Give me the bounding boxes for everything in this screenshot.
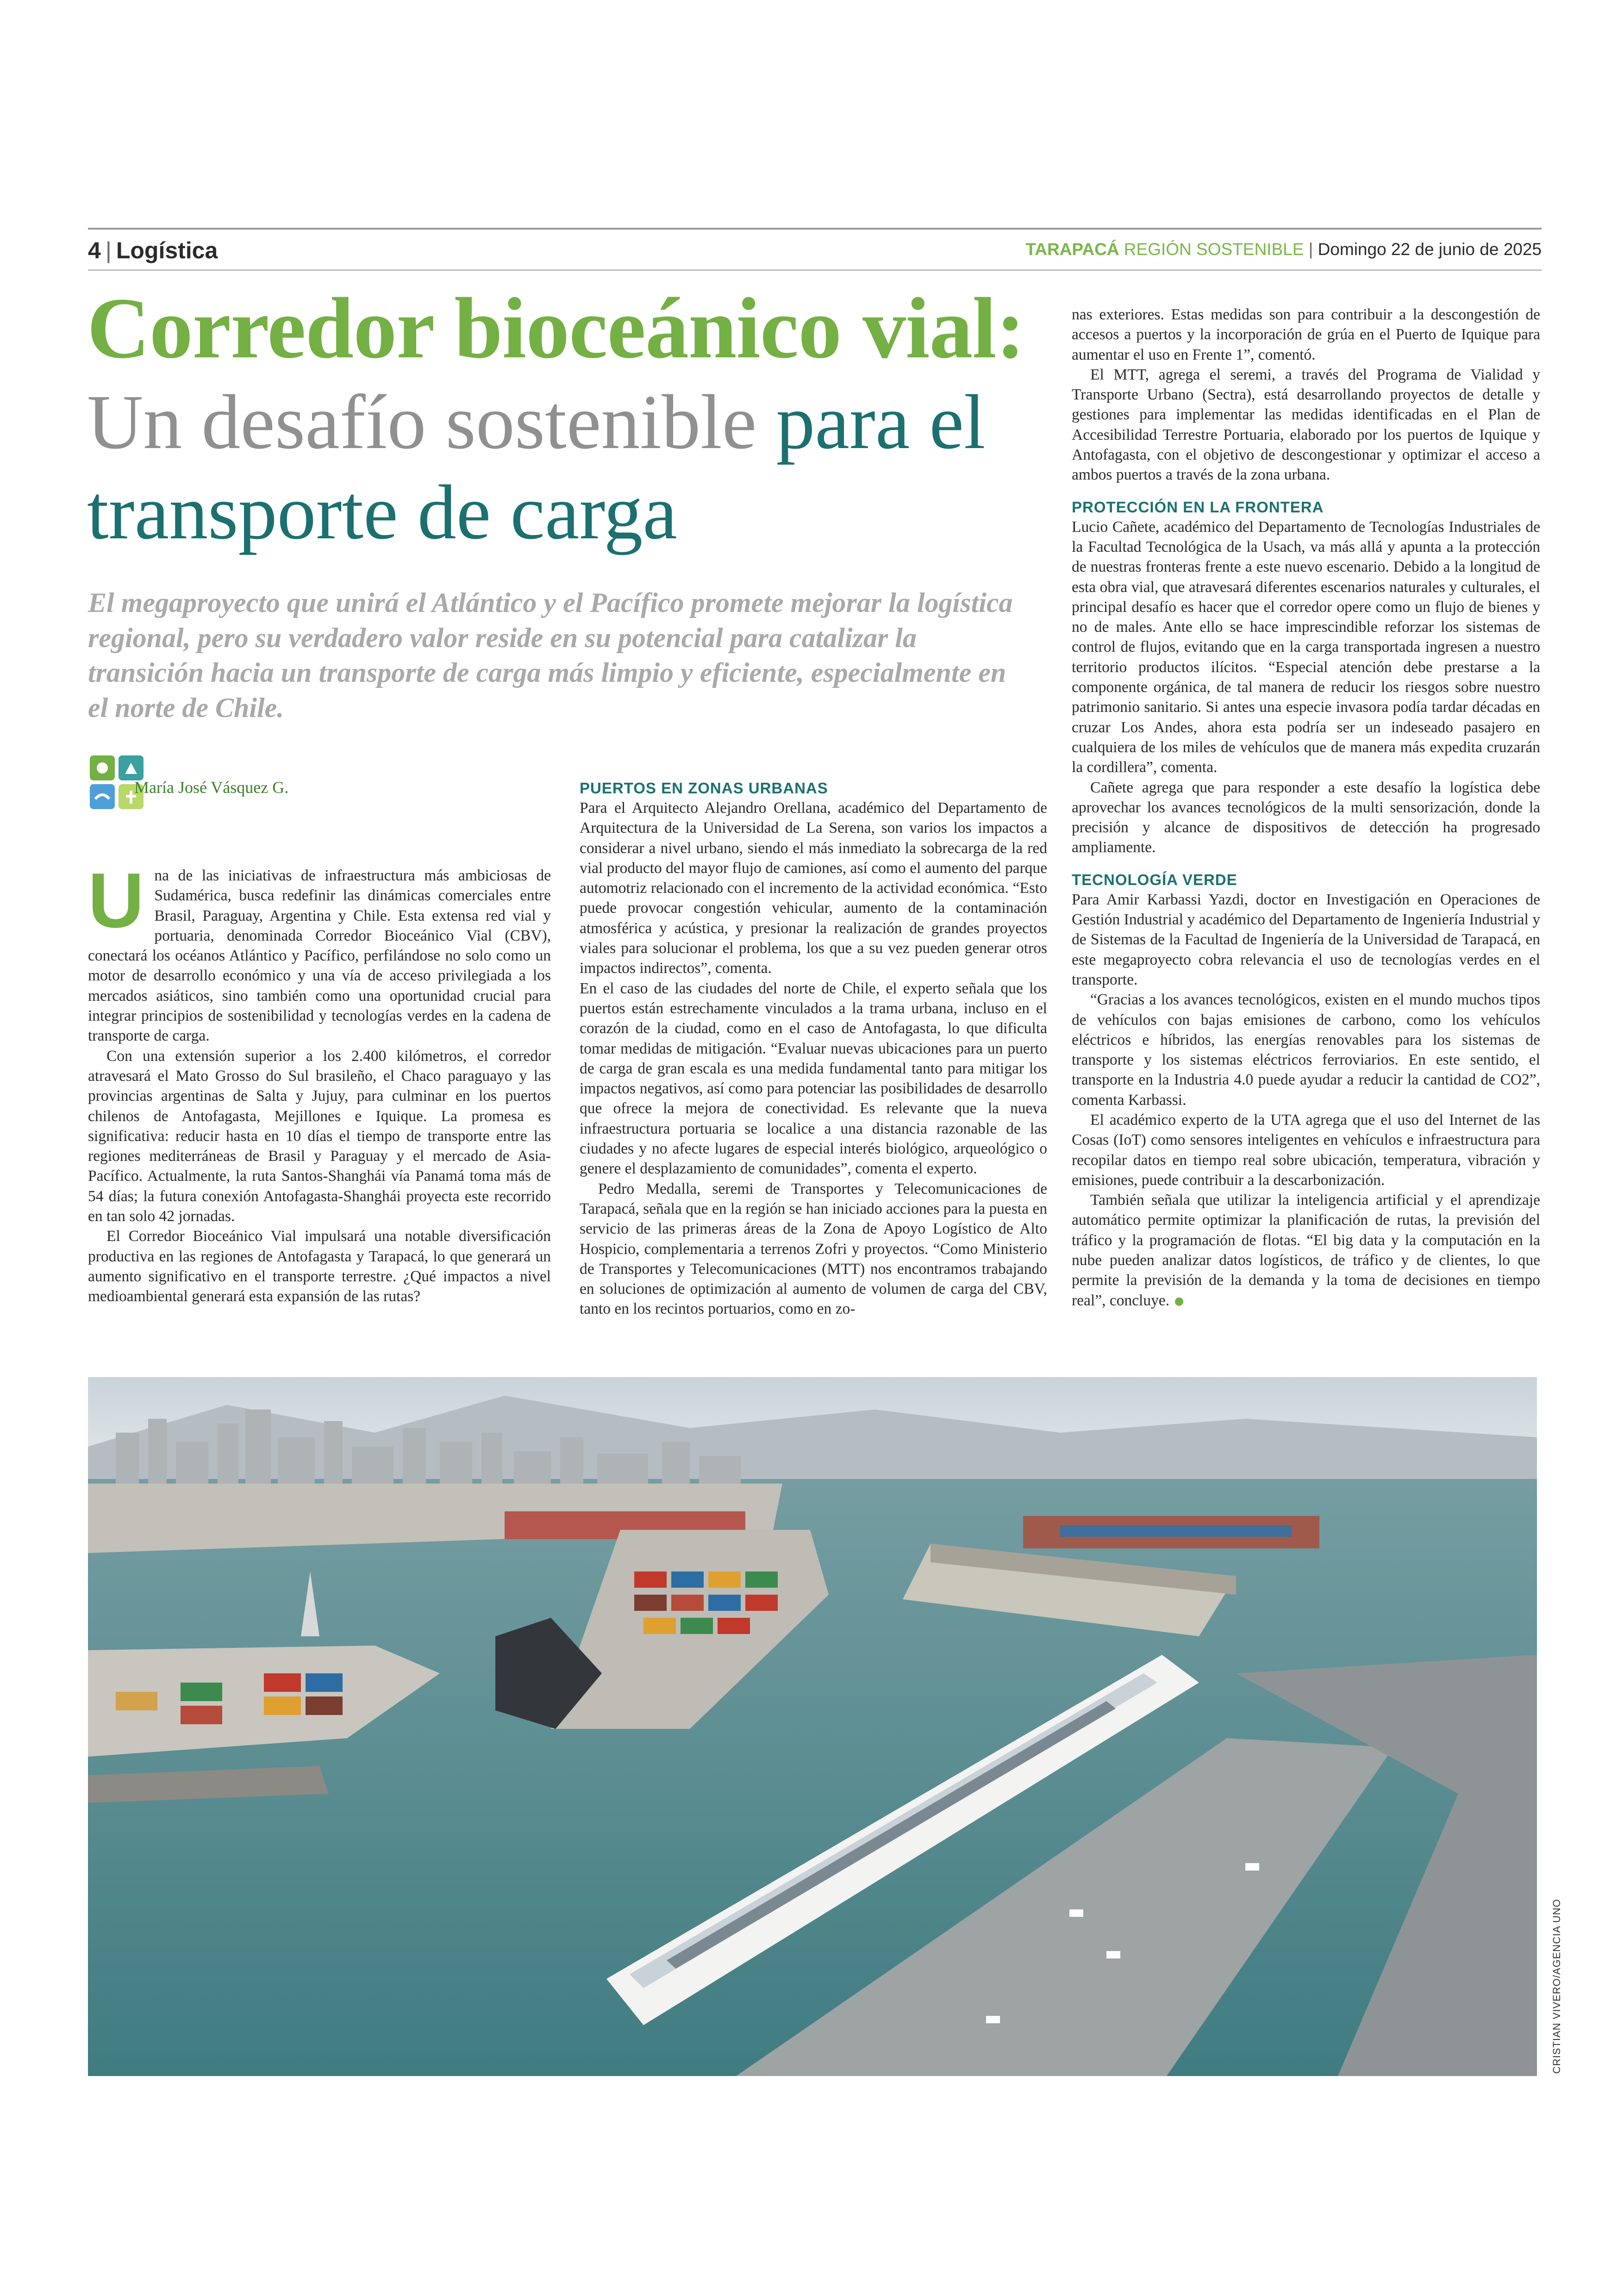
headline-subtitle [87, 377, 1073, 558]
publication-header: TARAPACÁ REGIÓN SOSTENIBLE | Domingo 22 de junio de 2025 [1025, 240, 1542, 259]
section-header: 4 | Logística [88, 237, 218, 263]
drop-cap: U [88, 857, 144, 944]
article-paragraph: Una de las iniciativas de infraestructura más ambiciosas de Sudamérica, busca redefinir las dinámicas comerciales entre Brasil, Paraguay, Argentina y Chile. Esta extensa red vial y portuaria, denominada Corredor Bioceánico Vial (CBV), conectará los océanos Atlántico y Pacífico, perfilándose no solo como un motor de desarrollo económico y una vía de acceso privilegiada a los mercados asiáticos, sino también como una oportunidad crucial para integrar principios de sostenibilidad y tecnologías verdes en la cadena de transporte de carga. [88, 857, 551, 1045]
subhead-tecnologia: TECNOLOGÍA VERDE [1072, 871, 1237, 888]
headline-teal-part-b: transporte de carga [87, 469, 677, 555]
subhead-proteccion: PROTECCIÓN EN LA FRONTERA [1072, 498, 1324, 516]
article-paragraph: También señala que utilizar la inteligencia artificial y el aprendizaje automático permite optimizar la planificación de rutas, la previsión del tráfico y la programación de flotas. “El big data y la computación en la nube pueden analizar datos logísticos, de tráfico y de clientes, lo que permite la previsión de la demanda y la toma de decisiones en tiempo real”, concluye. [1072, 1191, 1540, 1309]
article-dek: El megaproyecto que unirá el Atlántico y el Pacífico promete mejorar la logística regional, pero su verdadero valor reside en su potencial para catalizar la transición hacia un transporte de carga más limpio y eficiente, especialmente en el norte de Chile. [88, 587, 1013, 723]
end-mark-icon [1175, 1297, 1183, 1306]
section-name: Logística [116, 237, 218, 263]
article-column-1 [88, 857, 551, 1307]
byline: María José Vásquez G. [134, 778, 289, 797]
article-column-3 [1072, 305, 1540, 1310]
article-paragraph: Lucio Cañete, académico del Departamento de Tecnologías Industriales de la Facultad Tecnológica de la Usach, va más allá y apunta a la protección de nuestras fronteras frente a este nuevo escenario. Debido a la longitud de esta obra vial, que atravesará diferentes escenarios naturales y culturales, el principal desafío es hacer que el corredor opere como un flujo de bienes y no de males. Ante ello se hace imprescindible reforzar los sistemas de control de flujos, evitando que en la carga transportada ingresen a nuestro territorio productos ilícitos. “Especial atención debe prestarse a la componente orgánica, de tal manera de reducir los riesgos sobre nuestro patrimonio sanitario. Si antes una especie invasora podía tardar décadas en cruzar Los Andes, ahora esta podría ser un indeseado pasajero en cualquiera de los miles de vehículos que de manera más expedita cruzarán la cordillera”, comenta. [1072, 518, 1540, 776]
article-paragraph: El MTT, agrega el seremi, a través del Programa de Vialidad y Transporte Urbano (Sectra), está desarrollando proyectos de detalle y gestiones para implementar las medidas identificadas en el Plan de Accesibilidad Terrestre Portuaria, elaborado por los puertos de Iquique y Antofagasta, con el objetivo de descongestionar y optimizar el acceso a ambos puertos a través de la zona urbana. [1072, 366, 1540, 484]
page-number: 4 [88, 237, 101, 263]
headline-teal-part-a: para el [776, 379, 986, 465]
article-paragraph: nas exteriores. Estas medidas son para contribuir a la descongestión de accesos a puertos y la incorporación de grúa en el Puerto de Iquique para aumentar el uso en Frente 1”, comentó. [1072, 306, 1540, 363]
port-aerial-photo [88, 1377, 1537, 2076]
photo-credit: CRISTIAN VIVERO/AGENCIA UNO [1551, 1899, 1562, 2074]
article-paragraph: Para Amir Karbassi Yazdi, doctor en Investigación en Operaciones de Gestión Industrial y académico del Departamento de Ingeniería Industrial y de Sistemas de la Facultad de Ingeniería de la Universidad de Tarapacá, en este megaproyecto cobra relevancia el uso de tecnologías verdes en el transporte. [1072, 891, 1540, 988]
header-top-rule [88, 228, 1542, 230]
article-paragraph: Pedro Medalla, seremi de Transportes y Telecomunicaciones de Tarapacá, señala que en la región se han iniciado acciones para la puesta en servicio de las primeras áreas de la Zona de Apoyo Logístico de Alto Hospicio, complementaria a terrenos Zofri y proyectos. “Como Ministerio de Transportes y Telecomunicaciones (MTT) nos encontramos trabajando en soluciones de optimización al aumento de volumen de carga del CBV, tanto en los recintos portuarios, como en zo- [580, 1180, 1047, 1318]
article-paragraph: Para el Arquitecto Alejandro Orellana, académico del Departamento de Arquitectura de la Universidad de La Serena, son varios los impactos a considerar a nivel urbano, siendo el más inmediato la sobrecarga de la red vial producto del mayor flujo de camiones, así como el aumento del parque automotriz relacionado con el incremento de la actividad económica. “Esto puede provocar congestión vehicular, aumento de la contaminación atmosférica y acústica, y presionar la realización de grandes proyectos viales para solucionar el problema, los que a su vez pueden generar otros impactos indirectos”, comenta. [580, 799, 1047, 977]
article-column-2 [580, 778, 1047, 1319]
article-paragraph: Con una extensión superior a los 2.400 kilómetros, el corredor atravesará el Mato Grosso do Sul brasileño, el Chaco paraguayo y las provincias argentinas de Salta y Jujuy, para culminar en los puertos chilenos de Antofagasta, Mejillones e Iquique. La promesa es significativa: reducir hasta en 10 días el tiempo de transporte entre las regiones mediterráneas de Brasil y Paraguay y el mercado de Asia-Pacífico. Actualmente, la ruta Santos-Shanghái vía Panamá toma más de 54 días; la futura conexión Antofagasta-Shanghái proyecta este recorrido en tan solo 42 jornadas. [88, 1047, 551, 1225]
subhead-puertos: PUERTOS EN ZONAS URBANAS [580, 780, 828, 797]
brand-primary: TARAPACÁ [1025, 240, 1119, 259]
article-paragraph: El Corredor Bioceánico Vial impulsará una notable diversificación productiva en las regiones de Antofagasta y Tarapacá, lo que generará un aumento significativo en el transporte terrestre. ¿Qué impactos a nivel medioambiental generará esta expansión de las rutas? [88, 1228, 551, 1305]
header-bottom-rule [88, 269, 1542, 271]
article-paragraph: En el caso de las ciudades del norte de Chile, el experto señala que los puertos están estrechamente vinculados a la trama urbana, incluso en el corazón de la ciudad, como en el caso de Antofagasta, lo que dificulta tomar medidas de mitigación. “Evaluar nuevas ubicaciones para un puerto de carga de gran escala es una medida fundamental tanto para mitigar los impactos negativos, así como para potenciar las posibilidades de desarrollo que ofrece la mejora de conectividad. Es relevante que la nueva infraestructura portuaria se localice a una distancia razonable de las ciudades y no afecte lugares de especial interés biológico, arqueológico o genere el desplazamiento de comunidades”, comenta el experto. [580, 979, 1047, 1178]
headline-line1: Corredor bioceánico vial: [87, 280, 1025, 376]
issue-date: Domingo 22 de junio de 2025 [1318, 240, 1542, 259]
article-paragraph: El académico experto de la UTA agrega que el uso del Internet de las Cosas (IoT) como sensores inteligentes en vehículos e infraestructura para recopilar datos en tiempo real sobre ubicación, temperatura, vibración y emisiones, puede contribuir a la descarbonización. [1072, 1111, 1540, 1189]
article-paragraph: “Gracias a los avances tecnológicos, existen en el mundo muchos tipos de vehículos con bajas emisiones de carbono, como los vehículos eléctricos e híbridos, las energías renovables para los sistemas de transporte y los sistemas eléctricos ferroviarios. En este sentido, el transporte en la Industria 4.0 puede ayudar a reducir la cantidad de CO2”, comenta Karbassi. [1072, 991, 1540, 1109]
brand-secondary: REGIÓN SOSTENIBLE [1124, 240, 1304, 259]
article-paragraph: Cañete agrega que para responder a este desafío la logística debe aprovechar los avances tecnológicos de la multi sensorización, donde la precisión y alcance de dispositivos de detección ha progresado ampliamente. [1072, 779, 1540, 856]
headline-grey-part: Un desafío sostenible [87, 379, 757, 465]
